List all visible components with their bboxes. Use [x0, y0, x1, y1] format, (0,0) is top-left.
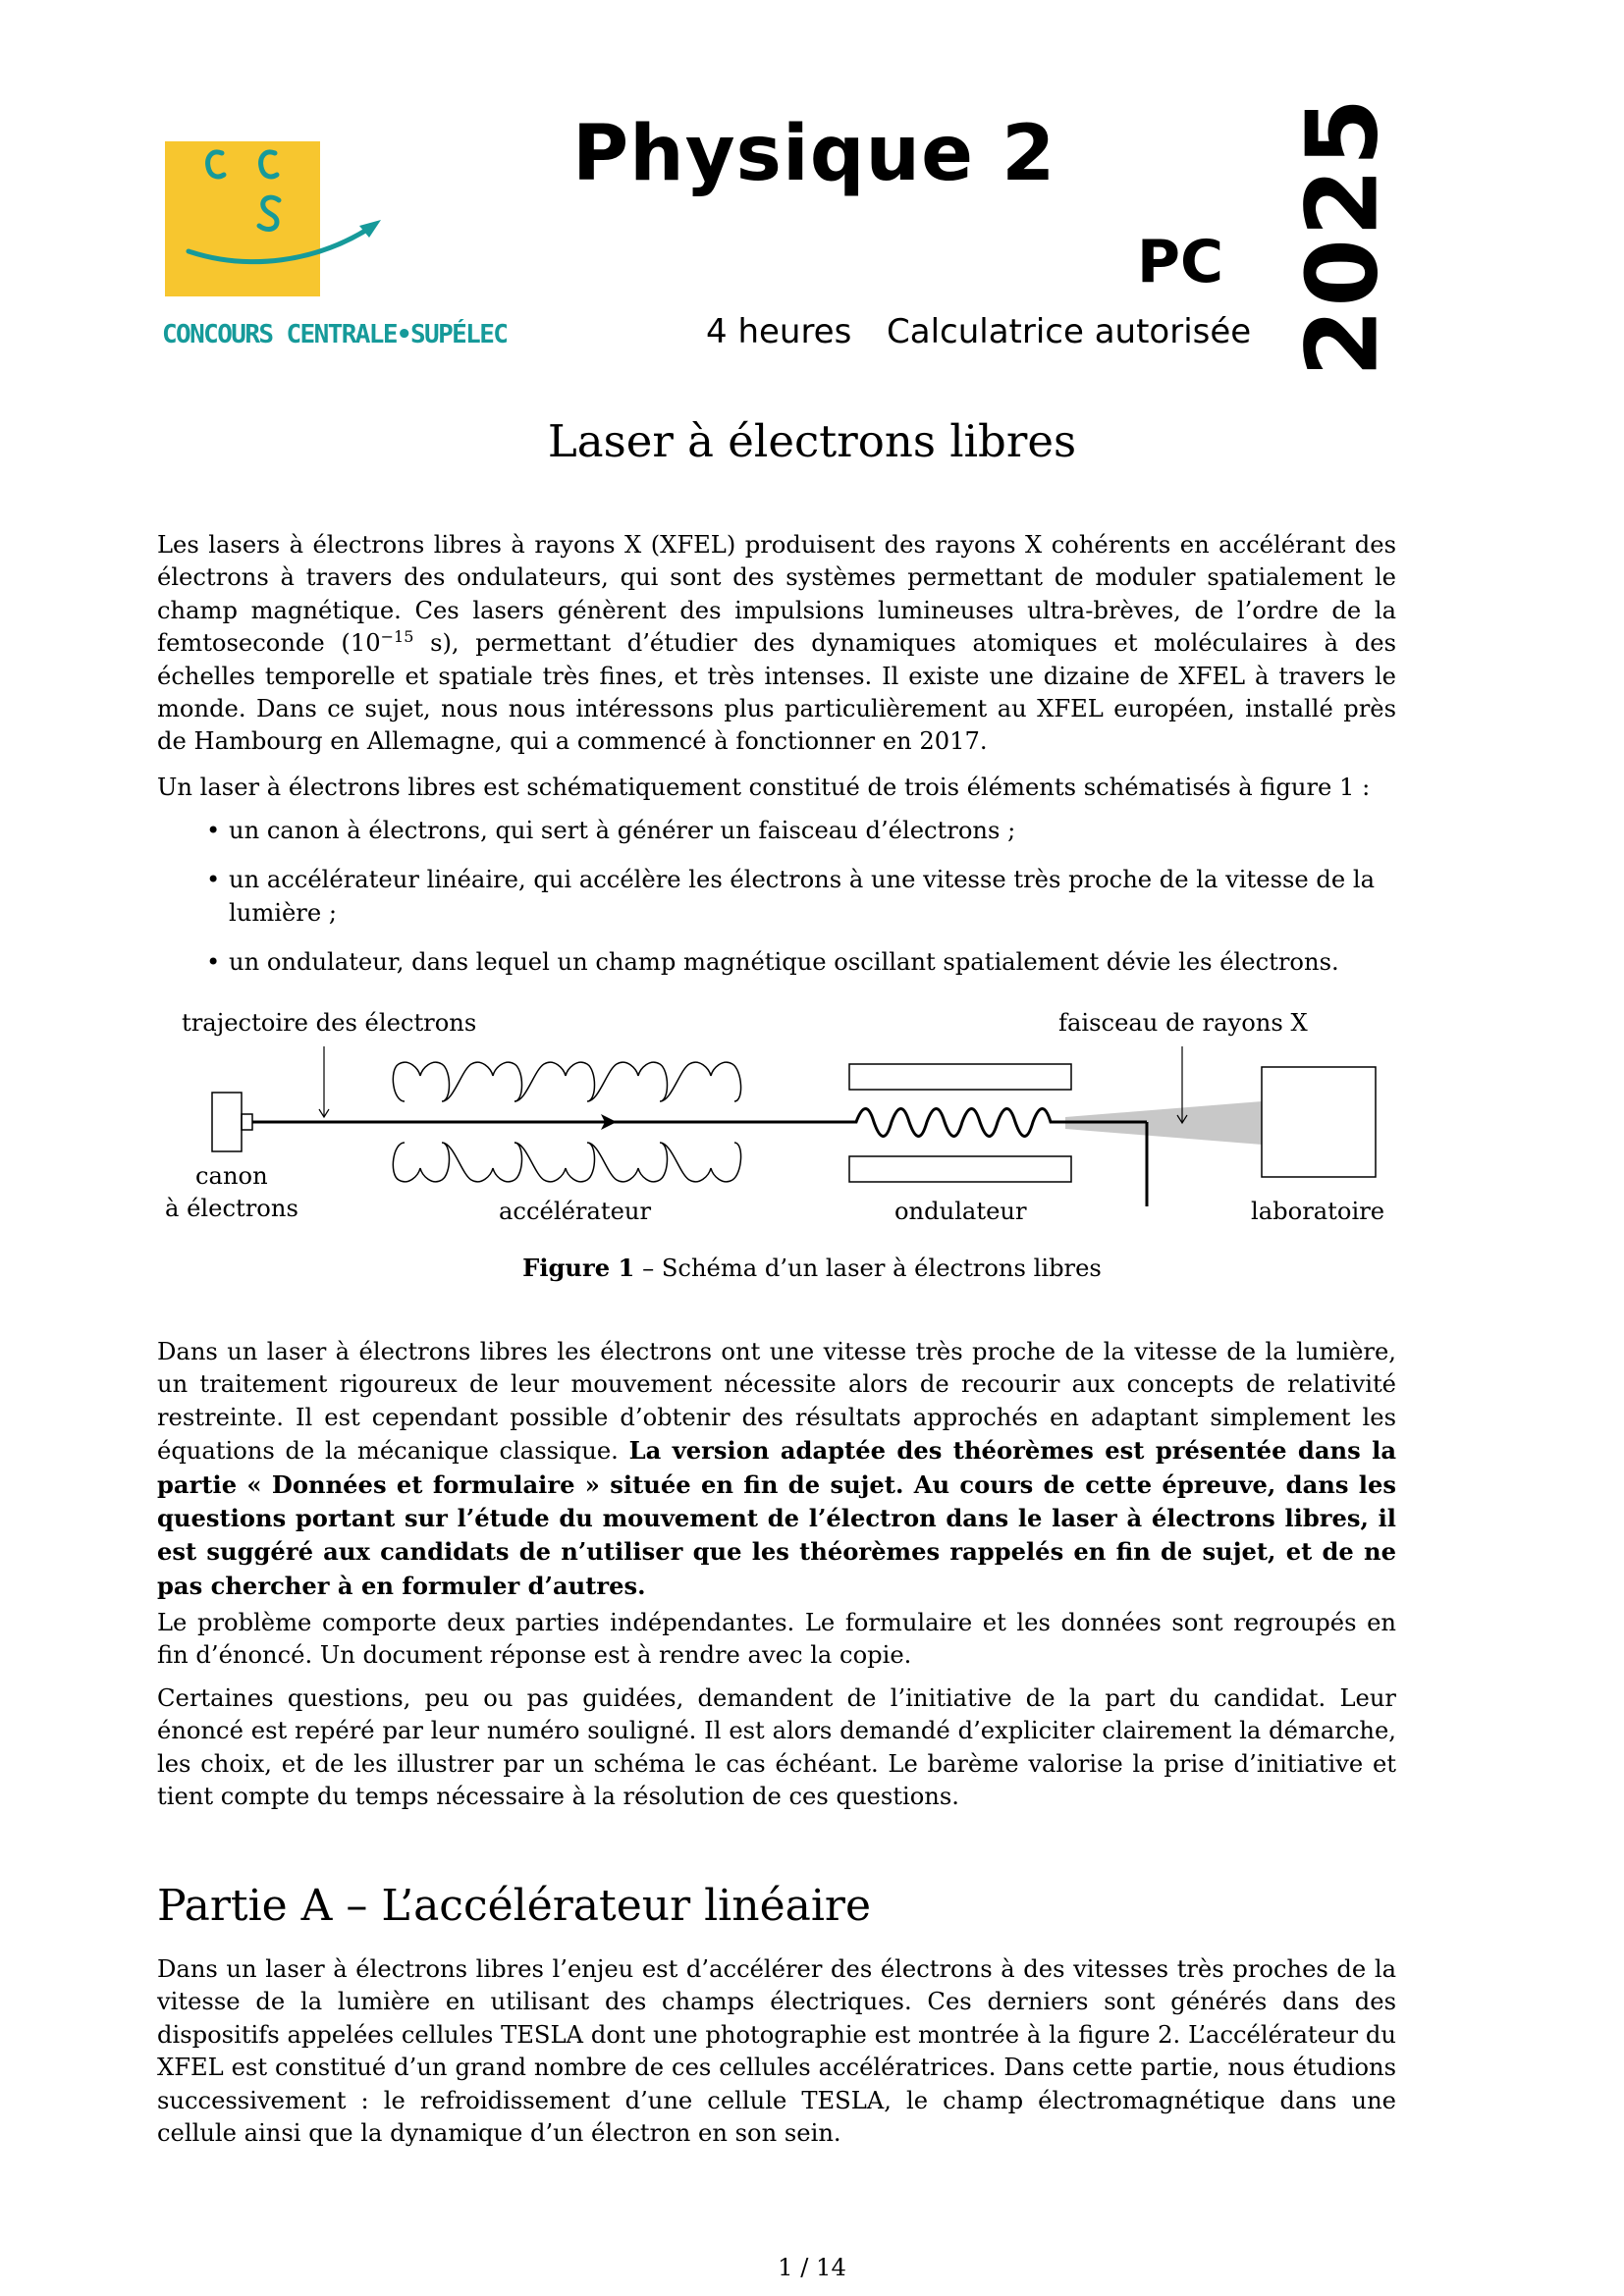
fel-schematic [157, 1007, 1394, 1247]
paragraph-5: Certaines questions, peu ou pas guidées, demandent de l’initiative de la part du candidat. Leur énoncé est repéré par leur numéro souligné. Il est alors demandé d’expliciter clairement la démarche, les choix, et de les illustrer par un schéma le cas échéant. Le barème valorise la prise d’initiative et tient compte du temps nécessaire à la résolution de ces questions. [157, 1684, 1396, 1811]
year-text: 2025 [1284, 95, 1400, 378]
label-lab: laboratoire [1251, 1198, 1385, 1225]
undulator-magnet-bottom [849, 1156, 1071, 1182]
laboratory-icon [1262, 1067, 1376, 1177]
label-undulator: ondulateur [894, 1198, 1027, 1225]
paragraph-3-a: Dans un laser à électrons libres les électrons ont une vitesse très proche de la vitesse de la lumière, un traitement rigoureux de leur mouvement nécessite alors de recourir aux concepts de relativité restreinte. Il est cependant possible d’obtenir des résultats approchés en adaptant simplement les équations de la mécanique classique. [157, 1338, 1396, 1466]
year-label [1272, 95, 1412, 378]
intro-p1-b: s), permettant d’étudier des dynamiques atomiques et moléculaires à des échelles temporelle et spatiale très fines, et très intenses. Il existe une dizaine de XFEL à travers le monde. Dans ce sujet, nous nous intéressons plus particulièrement au XFEL européen, installé près de Hambourg en Allemagne, qui a commencé à fonctionner en 2017. [157, 629, 1396, 756]
page-number: 1 / 14 [778, 2254, 846, 2281]
list-item-text: un ondulateur, dans lequel un champ magnétique oscillant spatialement dévie les électrons. [229, 948, 1339, 977]
bullet-icon: • [206, 817, 221, 844]
list-item-text: un accélérateur linéaire, qui accélère les électrons à une vitesse très proche de la vitesse de la lumière ; [229, 866, 1376, 927]
logo-swoosh-icon [159, 135, 524, 312]
undulator-magnet-top [849, 1064, 1071, 1090]
intro-p1-a: Les lasers à électrons libres à rayons X (XFEL) produisent des rayons X cohérents en accélérant des électrons à travers des ondulateurs, qui sont des systèmes permettant de moduler spatialement le champ magnétique. Ces lasers génèrent des impulsions lumineuses ultra-brèves, de l’ordre de la femtoseconde (10 [157, 531, 1396, 658]
figure-caption [0, 1254, 1624, 1282]
label-accelerator: accélérateur [499, 1198, 652, 1225]
logo [159, 135, 524, 353]
label-gun-1: canon [195, 1162, 268, 1190]
logo-name: CONCOURS CENTRALE•SUPÉLEC [162, 320, 508, 349]
document-title: Laser à électrons libres [547, 415, 1077, 467]
duration-label: 4 heures [706, 312, 852, 351]
list-item [157, 946, 1396, 979]
electron-gun-icon [212, 1093, 242, 1151]
label-xray: faisceau de rayons X [1058, 1009, 1308, 1037]
section-title-part-a: Partie A – L’accélérateur linéaire [157, 1881, 871, 1931]
paragraph-4: Le problème comporte deux parties indépendantes. Le formulaire et les données sont regroupés en fin d’énoncé. Un document réponse est à rendre avec la copie. [157, 1609, 1396, 1670]
caption-text: – Schéma d’un laser à électrons libres [634, 1255, 1102, 1282]
intro-p1-exponent: −15 [380, 627, 414, 647]
calculator-label: Calculatrice autorisée [887, 312, 1252, 351]
subject-title: Physique 2 [572, 110, 1056, 198]
list-item-text: un canon à électrons, qui sert à générer un faisceau d’électrons ; [229, 817, 1016, 844]
bullet-icon: • [206, 948, 221, 977]
list-item [157, 815, 1396, 847]
component-list [157, 815, 1396, 980]
intro-paragraph-1 [157, 529, 1396, 759]
label-gun-2: à électrons [165, 1195, 298, 1222]
caption-number: Figure 1 [522, 1254, 635, 1282]
paragraph-3-bold: La version adaptée des théorèmes est présentée dans la partie « Données et formulaire » située en fin de sujet. Au cours de cette épreuve, dans les questions portant sur l’étude du mouvement de l’électron dans le laser à électrons libres, il est suggéré aux candidats de n’utiliser que les théorèmes rappelés en fin de sujet, et de ne pas chercher à en formuler d’autres. [157, 1436, 1397, 1600]
label-trajectory: trajectoire des électrons [182, 1009, 477, 1037]
bullet-icon: • [206, 866, 221, 894]
intro-paragraph-2: Un laser à électrons libres est schématiquement constitué de trois éléments schématisés à figure 1 : [157, 774, 1371, 801]
track-label: PC [1137, 228, 1224, 296]
part-a-paragraph: Dans un laser à électrons libres l’enjeu est d’accélérer des électrons à des vitesses très proches de la vitesse de la lumière en utilisant des champs électriques. Ces derniers sont générés dans des dispositifs appelées cellules TESLA dont une photographie est montrée à la figure 2. L’accélérateur du XFEL est constitué d’un grand nombre de ces cellules accélératrices. Dans cette partie, nous étudions successivement : le refroidissement d’une cellule TESLA, le champ électromagnétique dans une cellule ainsi que la dynamique d’un électron en son sein. [157, 1955, 1396, 2148]
figure-1 [157, 1007, 1394, 1247]
paragraph-3 [157, 1336, 1396, 1603]
undulator-trajectory [849, 1109, 1065, 1137]
list-item [157, 864, 1396, 930]
